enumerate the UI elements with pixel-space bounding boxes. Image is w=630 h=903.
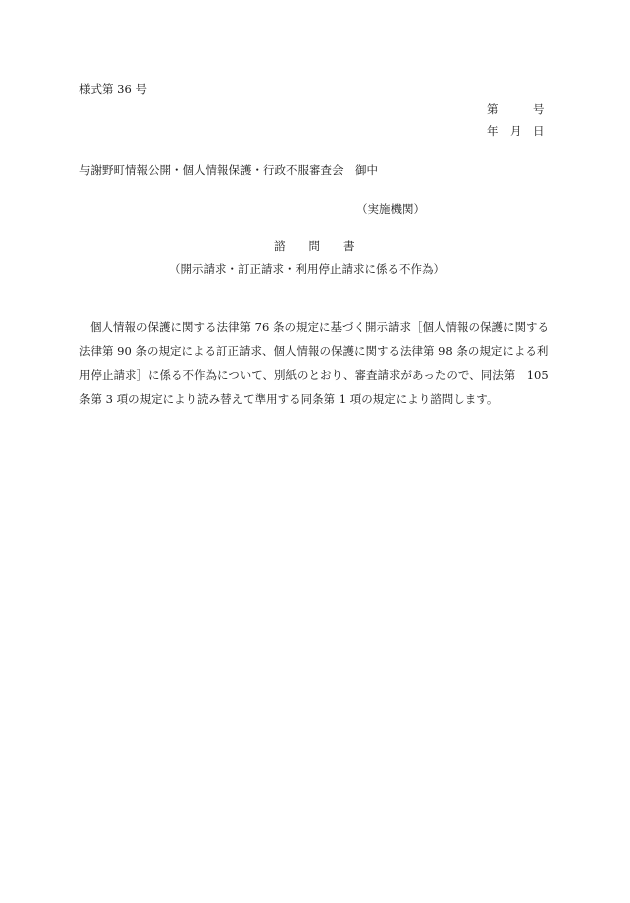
body-line: 法律第 90 条の規定による訂正請求、個人情報の保護に関する法律第 98 条の規定による利 xyxy=(79,344,549,358)
body-line: 条第 3 項の規定により読み替えて準用する同条第 1 項の規定により諮問します。 xyxy=(79,392,499,406)
body-text xyxy=(79,315,547,411)
document-number: 第 号 xyxy=(487,102,545,116)
body-line: 個人情報の保護に関する法律第 76 条の規定に基づく開示請求［個人情報の保護に関する xyxy=(90,320,549,334)
body-line: 用停止請求］に係る不作為について、別紙のとおり、審査請求があったので、同法第 105 xyxy=(79,368,549,382)
document-title: 諮 問 書 xyxy=(274,239,355,253)
form-number: 様式第 36 号 xyxy=(79,82,147,96)
addressee: 与謝野町情報公開・個人情報保護・行政不服審査会 御中 xyxy=(79,163,378,177)
implementing-agency: （実施機関） xyxy=(356,202,425,216)
document-date: 年 月 日 xyxy=(487,124,545,138)
document-subtitle: （開示請求・訂正請求・利用停止請求に係る不作為） xyxy=(169,262,445,276)
